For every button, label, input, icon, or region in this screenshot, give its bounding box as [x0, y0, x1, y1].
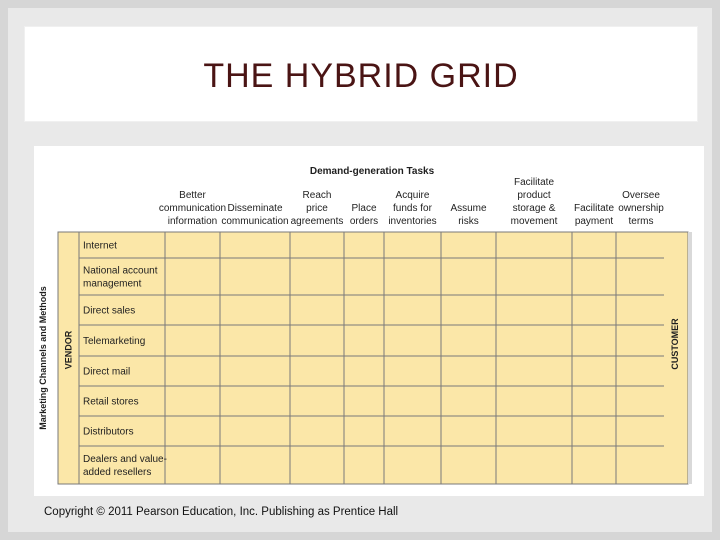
content-area: [34, 146, 704, 496]
row-label: Internet: [83, 240, 117, 252]
row-label: Distributors: [83, 426, 134, 438]
row-label: Direct mail: [83, 366, 131, 378]
row-label: Dealers and value-: [83, 454, 167, 465]
column-header-text: product: [517, 190, 551, 201]
slide-title: THE HYBRID GRID: [203, 57, 519, 95]
column-header-text: Oversee: [622, 190, 660, 201]
side-label-customer: CUSTOMER: [670, 318, 680, 370]
column-header-text: ownership: [618, 203, 664, 214]
copyright-text: Copyright © 2011 Pearson Education, Inc. Publishing as Prentice Hall: [44, 506, 399, 518]
column-header-text: Facilitate: [573, 203, 615, 214]
column-header-text: Disseminate: [227, 203, 283, 214]
column-header-text: Place: [351, 203, 377, 214]
row-label: Direct sales: [83, 305, 136, 317]
column-header-text: agreements: [290, 216, 344, 227]
column-header-text: payment: [574, 216, 614, 227]
tasks-header: Demand-generation Tasks: [309, 166, 435, 177]
column-header-text: movement: [510, 216, 558, 227]
hybrid-grid-figure: [34, 146, 704, 496]
row-label: Retail stores: [83, 396, 139, 408]
column-header-text: terms: [628, 216, 654, 227]
column-header-text: Reach: [302, 190, 332, 201]
column-header-text: funds for: [393, 203, 432, 214]
title-box: [24, 26, 698, 122]
column-header-text: Facilitate: [513, 177, 555, 188]
row-label: Telemarketing: [83, 336, 146, 347]
row-label: added resellers: [83, 467, 152, 478]
column-header-text: inventories: [388, 216, 437, 227]
column-header-text: storage &: [512, 203, 556, 214]
column-header-text: communication: [158, 203, 227, 214]
grid-shadow: [688, 232, 692, 484]
column-header-text: orders: [349, 216, 379, 227]
column-header-text: risks: [458, 216, 479, 227]
side-label-channels: Marketing Channels and Methods: [38, 286, 48, 430]
column-header-text: communication: [221, 216, 289, 227]
row-label: National account: [83, 265, 158, 277]
column-header-text: information: [167, 216, 218, 227]
column-header-text: Assume: [450, 203, 487, 214]
row-label: management: [83, 278, 142, 290]
column-header-text: price: [306, 203, 328, 214]
side-label-vendor: VENDOR: [63, 330, 74, 370]
column-header-text: Acquire: [395, 190, 430, 201]
column-header-text: Better: [179, 190, 206, 201]
